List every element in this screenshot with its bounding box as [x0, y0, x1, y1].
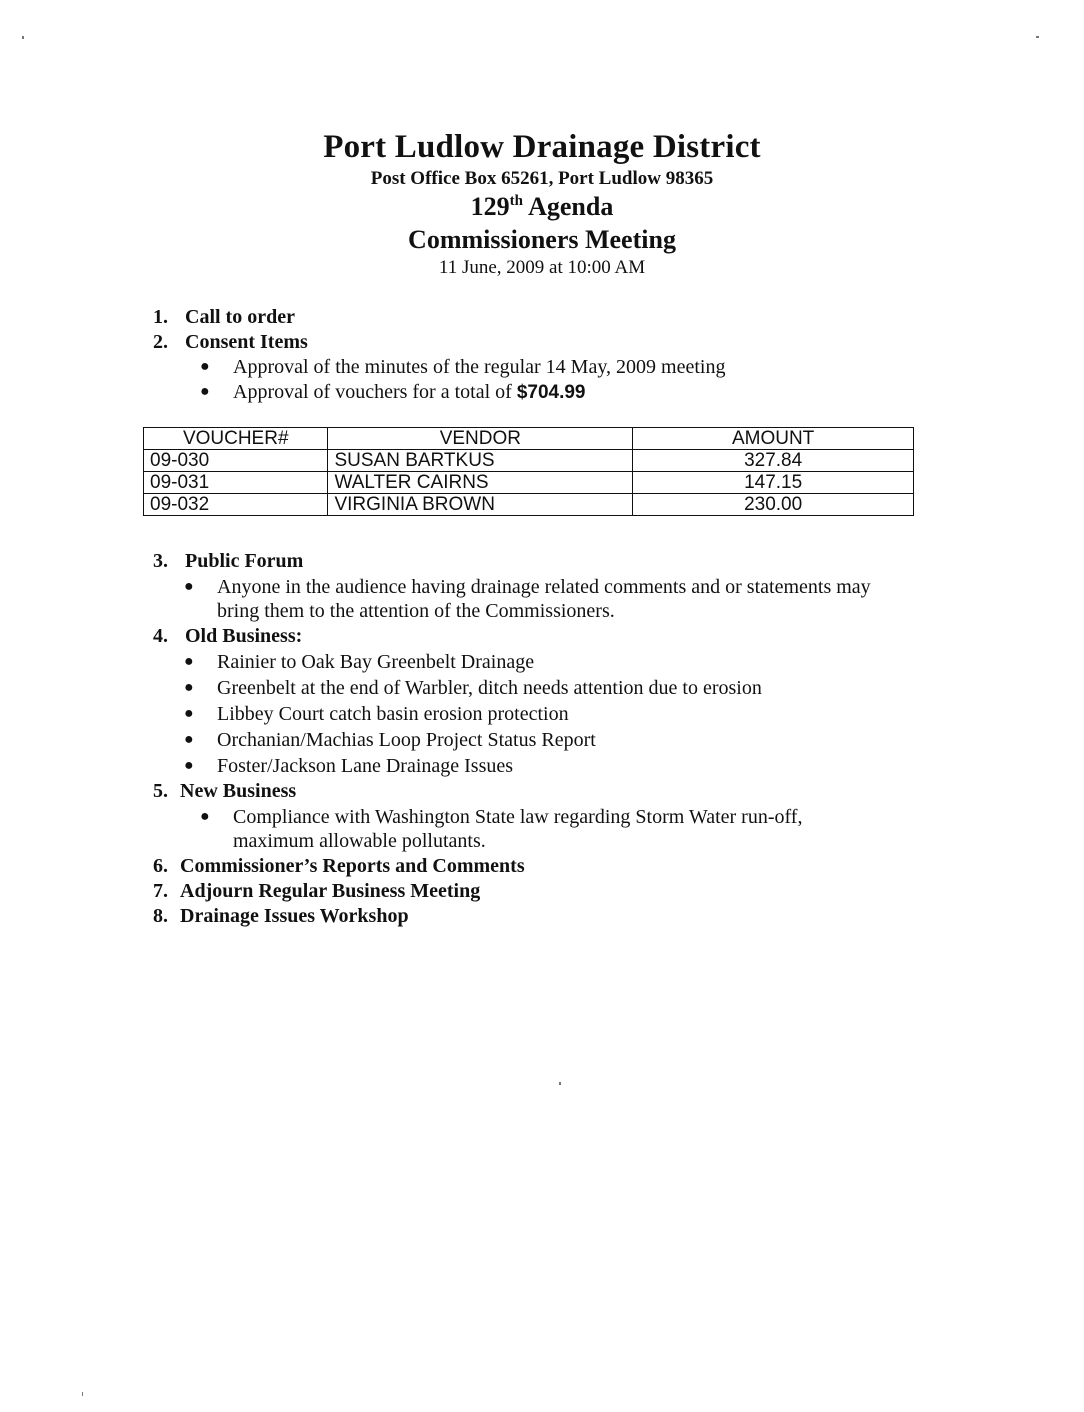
postal-address: Post Office Box 65261, Port Ludlow 98365: [370, 168, 714, 189]
agenda-number-suffix: th: [509, 193, 523, 209]
bullet-icon: ●: [184, 731, 194, 748]
bullet-icon: ●: [184, 757, 194, 774]
vendor-name: WALTER CAIRNS: [328, 472, 633, 494]
voucher-amount: 327.84: [633, 450, 914, 472]
bullet-icon: ●: [200, 358, 210, 375]
list-item-text: Orchanian/Machias Loop Project Status Report: [217, 729, 596, 751]
item-heading: Call to order: [185, 306, 295, 328]
vendor-name: SUSAN BARTKUS: [328, 450, 633, 472]
table-row: [144, 450, 914, 472]
page-title: Port Ludlow Drainage District: [323, 129, 761, 165]
column-header-amount: AMOUNT: [633, 428, 914, 450]
list-item-text: Foster/Jackson Lane Drainage Issues: [217, 755, 514, 777]
scan-speck: [22, 36, 24, 39]
vendor-name: VIRGINIA BROWN: [328, 494, 633, 516]
list-item-text: [233, 380, 586, 405]
voucher-table: [143, 427, 914, 516]
bullet-icon: ●: [200, 383, 210, 400]
agenda-word: Agenda: [528, 192, 614, 221]
bullet-icon: ●: [200, 808, 210, 825]
agenda-number-value: 129: [470, 192, 510, 221]
item-number: 7.: [153, 880, 168, 902]
list-item-text: Rainier to Oak Bay Greenbelt Drainage: [217, 651, 535, 673]
list-item-text: bring them to the attention of the Commissioners.: [217, 600, 615, 622]
table-header-row: [144, 428, 914, 450]
item-number: 3.: [153, 550, 168, 572]
item-heading: Old Business:: [185, 625, 303, 647]
column-header-voucher: VOUCHER#: [144, 428, 328, 450]
bullet-icon: ●: [184, 705, 194, 722]
bullet-icon: ●: [184, 679, 194, 696]
item-number: 4.: [153, 625, 168, 647]
document-header: [0, 126, 1084, 280]
scan-speck: [1036, 36, 1039, 38]
item-number: 5.: [153, 780, 168, 802]
table-row: [144, 494, 914, 516]
list-item-text: Anyone in the audience having drainage related comments and or statements may: [217, 576, 871, 598]
voucher-total: $704.99: [516, 382, 586, 403]
column-header-vendor: VENDOR: [328, 428, 633, 450]
item-heading: Adjourn Regular Business Meeting: [180, 880, 481, 902]
bullet-icon: ●: [184, 653, 194, 670]
item-number: 8.: [153, 905, 168, 927]
item-heading: Commissioner’s Reports and Comments: [180, 855, 525, 877]
item-heading: Drainage Issues Workshop: [180, 905, 409, 927]
voucher-number: 09-030: [144, 450, 328, 472]
list-item-text: maximum allowable pollutants.: [233, 830, 486, 852]
voucher-amount: 230.00: [633, 494, 914, 516]
voucher-approval-text: Approval of vouchers for a total of: [233, 381, 517, 403]
bullet-icon: ●: [184, 578, 194, 595]
agenda-number: [0, 190, 1084, 224]
table-row: [144, 472, 914, 494]
item-heading: New Business: [180, 780, 297, 802]
item-number: 6.: [153, 855, 168, 877]
scan-speck: [82, 1392, 83, 1396]
voucher-number: 09-031: [144, 472, 328, 494]
list-item-text: Compliance with Washington State law regarding Storm Water run-off,: [233, 806, 803, 828]
item-number: 2.: [153, 331, 168, 353]
list-item-text: Libbey Court catch basin erosion protection: [217, 703, 569, 725]
meeting-title: Commissioners Meeting: [408, 225, 676, 254]
meeting-date: 11 June, 2009 at 10:00 AM: [438, 257, 646, 278]
scan-speck: [559, 1082, 561, 1085]
item-number: 1.: [153, 306, 168, 328]
item-heading: Consent Items: [185, 331, 308, 353]
voucher-amount: 147.15: [633, 472, 914, 494]
item-heading: Public Forum: [185, 550, 304, 572]
list-item-text: Greenbelt at the end of Warbler, ditch needs attention due to erosion: [217, 677, 762, 699]
list-item-text: Approval of the minutes of the regular 14 May, 2009 meeting: [233, 356, 726, 378]
voucher-number: 09-032: [144, 494, 328, 516]
